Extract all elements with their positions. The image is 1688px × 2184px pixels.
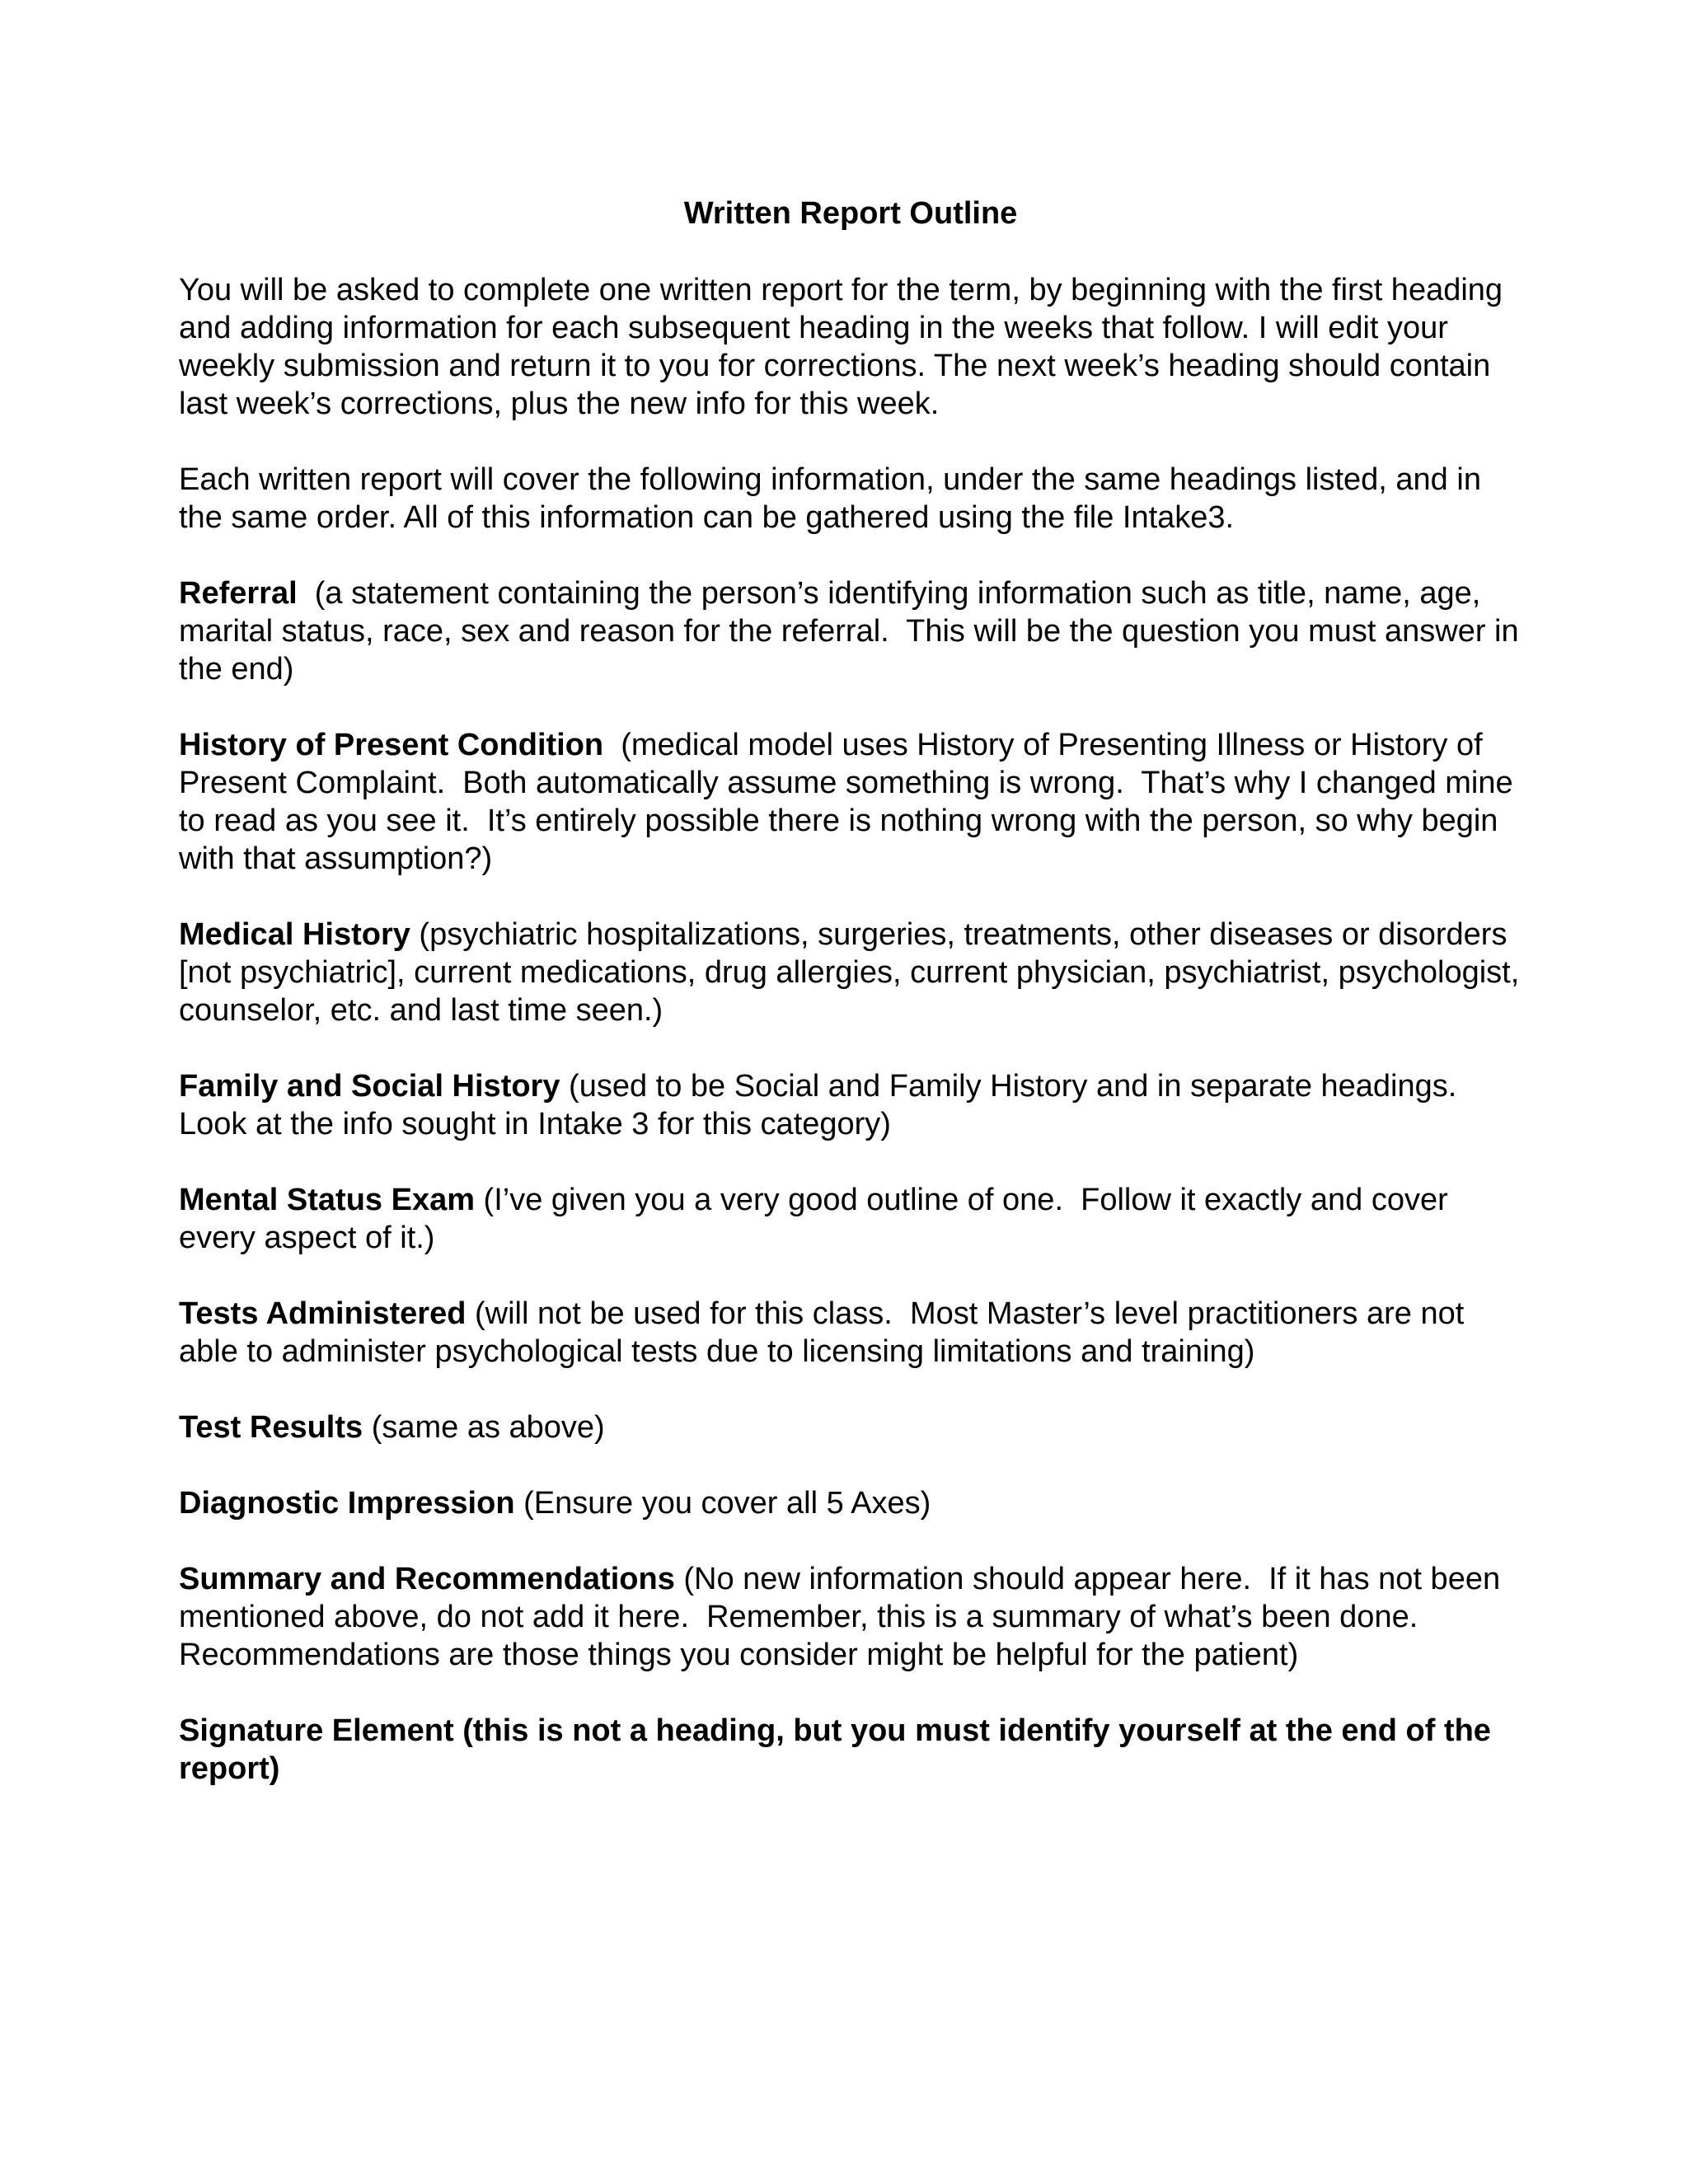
- section-heading: Diagnostic Impression: [179, 1486, 515, 1521]
- section-heading: Referral: [179, 576, 298, 611]
- section-heading: Summary and Recommendations: [179, 1562, 675, 1596]
- section-referral: [179, 574, 1528, 688]
- section-test-results: [179, 1408, 1522, 1446]
- section-medical-history: [179, 916, 1528, 1029]
- section-text: (psychiatric hospitalizations, surgeries, treatments, other diseases or disorders [not psychiatric], current medications, drug allergies, current physician, psychiatrist, psychologist, counselor, etc. and last time seen.): [179, 917, 1528, 1028]
- section-summary-and-recommendations: [179, 1560, 1522, 1674]
- section-diagnostic-impression: [179, 1484, 1522, 1522]
- section-text: (used to be Social and Family History and in separate headings. Look at the info sought in Intake 3 for this category): [179, 1069, 1475, 1141]
- section-text: (Ensure you cover all 5 Axes): [514, 1486, 931, 1521]
- section-heading: History of Present Condition: [179, 728, 604, 762]
- section-history-of-present-condition: [179, 726, 1522, 878]
- section-tests-administered: [179, 1295, 1522, 1371]
- section-text: (a statement containing the person’s identifying information such as title, name, age, marital status, race, sex and reason for the referral. This will be the question you must answer in the end): [179, 576, 1528, 687]
- section-heading: Family and Social History: [179, 1069, 560, 1104]
- section-heading: Mental Status Exam: [179, 1183, 475, 1217]
- section-text: (will not be used for this class. Most Master’s level practitioners are not able to administer psychological tests due to licensing limitations and training): [179, 1296, 1473, 1369]
- intro-paragraph-1: You will be asked to complete one written report for the term, by beginning with the first heading and adding information for each subsequent heading in the weeks that follow. I will edit your weekly submission and return it to you for corrections. The next week’s heading should contain last week’s corrections, plus the new info for this week.: [179, 273, 1503, 421]
- section-heading: Test Results: [179, 1410, 363, 1445]
- signature-element: Signature Element (this is not a heading, but you must identify yourself at the end of the report): [179, 1713, 1491, 1786]
- section-text: (I’ve given you a very good outline of one. Follow it exactly and cover every aspect of it.): [179, 1183, 1457, 1255]
- section-mental-status-exam: [179, 1181, 1522, 1257]
- section-text: (medical model uses History of Presenting Illness or History of Present Complaint. Both automatically assume something is wrong. That’s why I changed mine to read as you see it. It’s entirely possible there is nothing wrong with the person, so why begin with that assumption?): [179, 728, 1522, 876]
- intro-paragraph-2: Each written report will cover the following information, under the same headings listed, and in the same order. All of this information can be gathered using the file Intake3.: [179, 462, 1481, 535]
- section-text: (same as above): [363, 1410, 605, 1445]
- section-family-and-social-history: [179, 1067, 1522, 1143]
- section-heading: Tests Administered: [179, 1296, 467, 1331]
- section-heading: Medical History: [179, 917, 410, 952]
- section-text: (No new information should appear here. If it has not been mentioned above, do not add it here. Remember, this is a summary of what’s been done. Recommendations are those things you consider might be helpful for the patient): [179, 1562, 1509, 1672]
- document-title: Written Report Outline: [683, 196, 1018, 231]
- document-body: [179, 194, 1528, 1788]
